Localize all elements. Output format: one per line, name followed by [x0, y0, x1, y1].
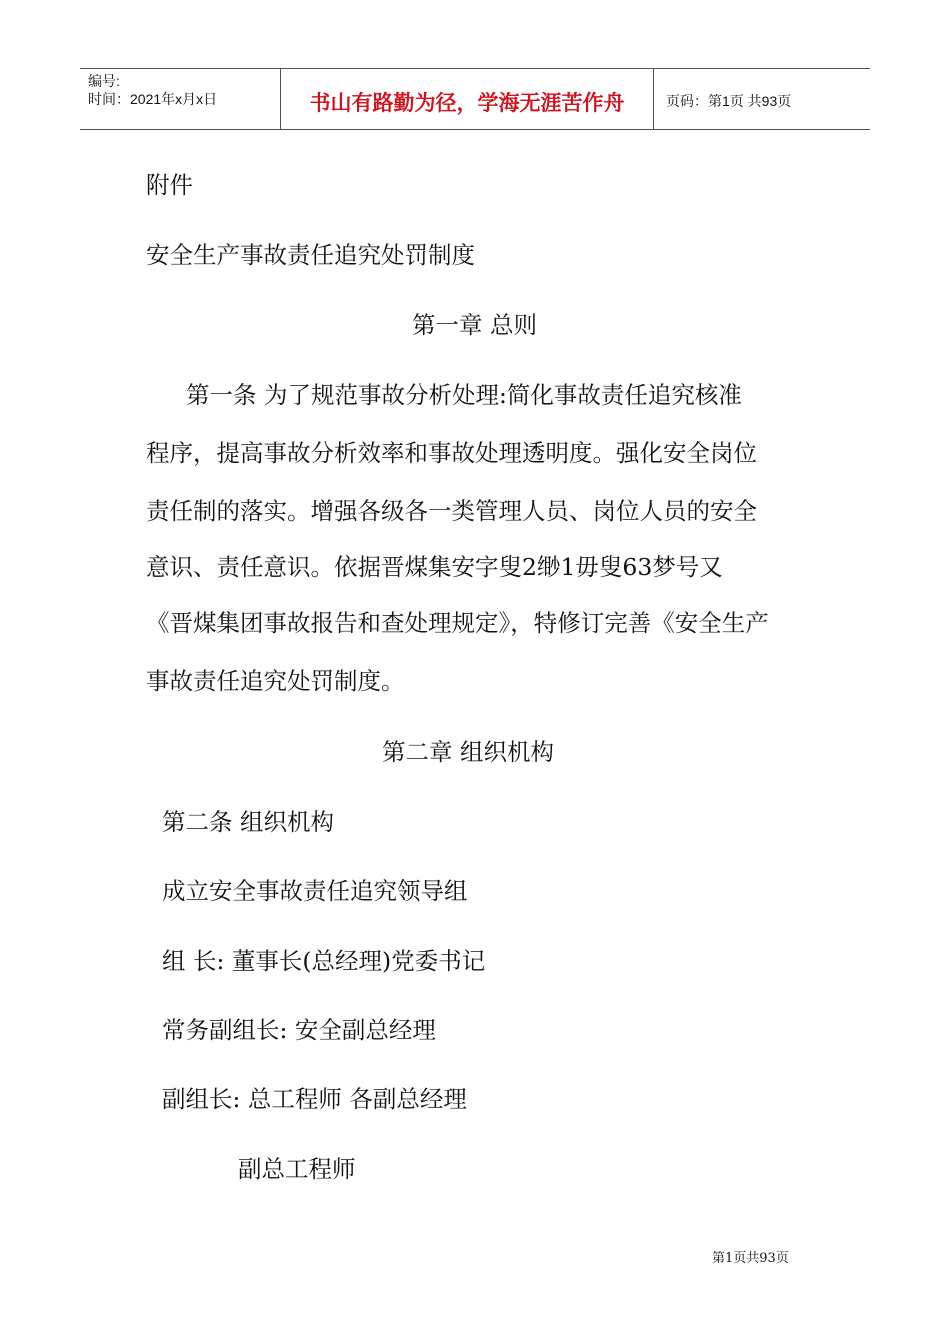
footer-page-info: 第1页共93页 — [712, 1251, 789, 1266]
header-meta-cell — [80, 69, 281, 129]
article-1-line: 程序，提高事故分析效率和事故处理透明度。强化安全岗位 — [146, 439, 757, 467]
header-page-info: 页码：第1页 共93页 — [666, 93, 792, 109]
deputy-leaders: 副组长: 总工程师 各副总经理 — [162, 1085, 467, 1113]
header-page-cell — [654, 69, 870, 129]
header-motto: 书山有路勤为径，学海无涯苦作舟 — [309, 91, 625, 115]
document-title: 安全生产事故责任追究处罚制度 — [146, 241, 475, 269]
deputy-leaders-cont: 副总工程师 — [238, 1155, 356, 1183]
number-label: 编号: — [88, 73, 120, 89]
chapter-2-title: 第二章 组织机构 — [382, 738, 554, 766]
article-1-line: 《晋煤集团事故报告和查处理规定》，特修订完善《安全生产 — [146, 609, 769, 637]
article-1-line: 意识、责任意识。依据晋煤集安字叟2缈1毋叟63梦号又 — [146, 553, 723, 581]
attachment-label: 附件 — [146, 171, 193, 199]
article-2-title: 第二条 组织机构 — [162, 808, 334, 836]
article-1-line: 责任制的落实。增强各级各一类管理人员、岗位人员的安全 — [146, 497, 757, 525]
time-label: 时间：2021年x月x日 — [88, 91, 218, 107]
page-header — [80, 68, 870, 130]
executive-deputy-leader: 常务副组长: 安全副总经理 — [162, 1016, 436, 1044]
group-leader: 组 长: 董事长(总经理)党委书记 — [162, 947, 486, 975]
header-motto-cell — [281, 69, 654, 129]
group-intro: 成立安全事故责任追究领导组 — [162, 877, 468, 905]
article-1-line: 第一条 为了规范事故分析处理:简化事故责任追究核准 — [186, 381, 742, 409]
article-1-line: 事故责任追究处罚制度。 — [146, 667, 405, 695]
chapter-1-title: 第一章 总则 — [412, 311, 537, 339]
